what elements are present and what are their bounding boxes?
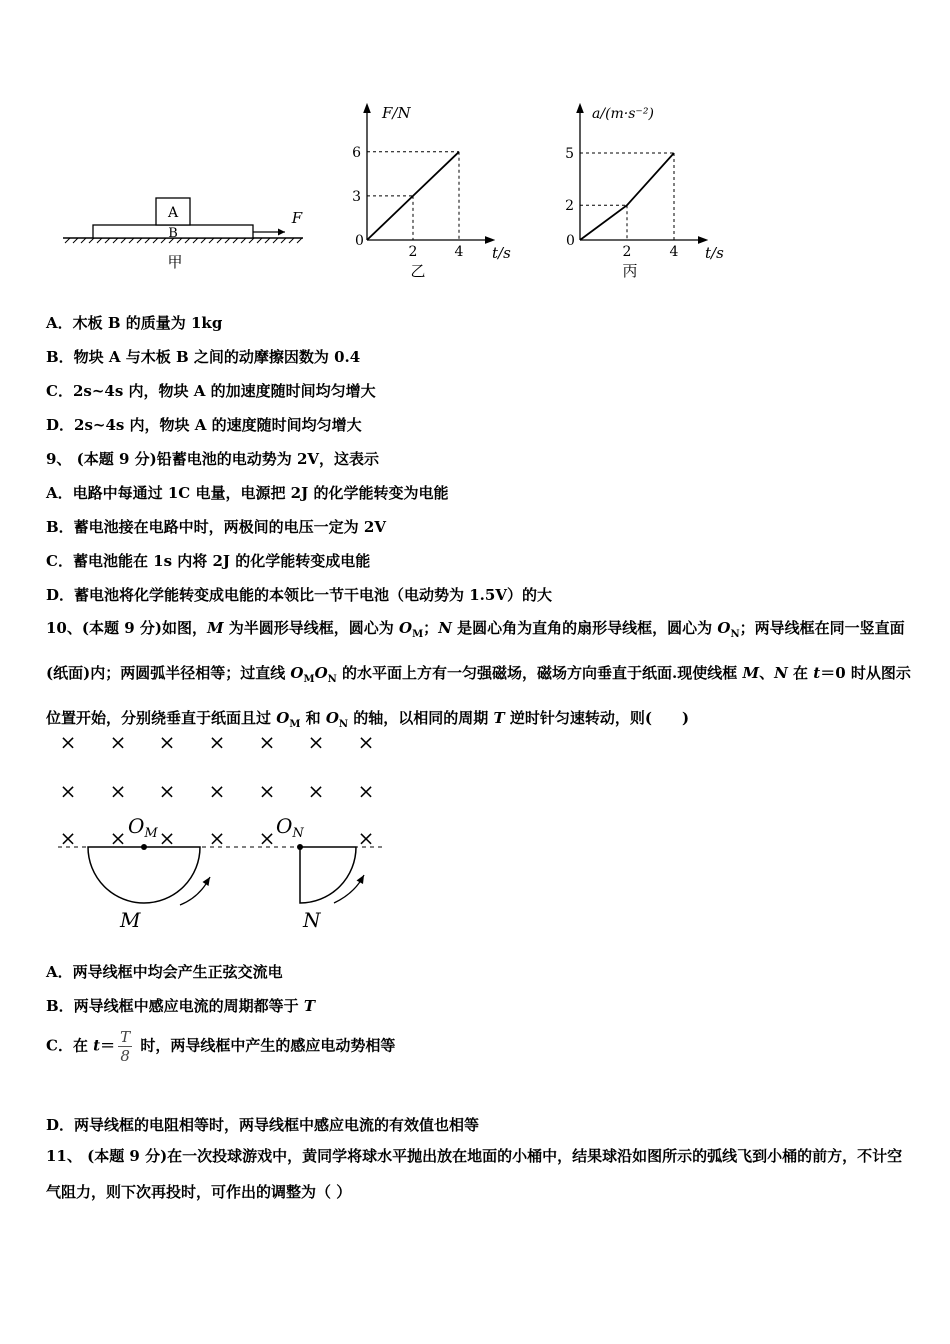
field-cross: × xyxy=(357,826,375,850)
x-axis-label: t/s xyxy=(705,244,724,262)
semicircle-frame-m xyxy=(88,847,200,903)
field-cross: × xyxy=(258,730,276,754)
q11-stem: 11、 (本题 9 分)在一次投球游戏中，黄同学将球水平抛出放在地面的小桶中，结果球沿如图所示的弧线飞到小桶的前方，不计空气阻力，则下次再投时，可作出的调整为（ ） xyxy=(46,1147,903,1201)
q9-option-a: A．电路中每通过 1C 电量，电源把 2J 的化学能转变为电能 xyxy=(46,484,449,502)
block-a-label: A xyxy=(167,205,179,221)
field-cross: × xyxy=(357,779,375,803)
field-cross: × xyxy=(258,826,276,850)
q8-option-b: B．物块 A 与木板 B 之间的动摩擦因数为 0.4 xyxy=(46,348,361,366)
label-n: N xyxy=(303,908,321,932)
q9-option-b: B．蓄电池接在电路中时，两极间的电压一定为 2V xyxy=(46,518,386,536)
q8-option-a: A．木板 B 的质量为 1kg xyxy=(46,314,223,332)
q10-figure xyxy=(50,725,390,940)
field-cross: × xyxy=(158,730,176,754)
field-cross: × xyxy=(59,730,77,754)
label-m: M xyxy=(120,908,141,932)
field-cross: × xyxy=(109,730,127,754)
origin-label: 0 xyxy=(566,233,575,249)
q10-option-d: D．两导线框的电阻相等时，两导线框中感应电流的有效值也相等 xyxy=(46,1116,480,1134)
label-om: $O_M$ xyxy=(128,814,158,841)
field-cross: × xyxy=(307,730,325,754)
x-tick-label: 2 xyxy=(408,244,418,260)
figure-jia-caption: 甲 xyxy=(167,253,183,271)
field-cross: × xyxy=(208,730,226,754)
q10-option-b: B．两导线框中感应电流的周期都等于 T xyxy=(46,997,316,1015)
x-axis-label: t/s xyxy=(492,244,511,262)
force-label: F xyxy=(291,209,303,227)
q10-option-a: A．两导线框中均会产生正弦交流电 xyxy=(46,963,283,981)
center-on xyxy=(297,844,303,850)
y-tick-label: 5 xyxy=(565,146,574,162)
field-cross: × xyxy=(208,826,226,850)
field-cross: × xyxy=(158,779,176,803)
center-om xyxy=(141,844,147,850)
origin-label: 0 xyxy=(355,233,364,249)
field-cross: × xyxy=(307,779,325,803)
q8-option-c: C．2s~4s 内，物块 A 的加速度随时间均匀增大 xyxy=(46,382,376,400)
figure-bing-caption: 丙 xyxy=(622,262,638,280)
figure-bing xyxy=(555,98,755,283)
x-tick-label: 4 xyxy=(454,244,464,260)
fraction-t-over-8: $\frac{T}{8}$ xyxy=(120,1028,131,1065)
label-on: $O_N$ xyxy=(276,814,304,841)
y-tick-label: 6 xyxy=(352,144,361,161)
q10-stem: 10、(本题 9 分)如图，M 为半圆形导线框，圆心为 $O_M$；N 是圆心角为直角的扇形导线框，圆心为 $O_N$；两导线框在同一竖直面(纸面)内；两圆弧半径相等；过直线 $O_MO_N$ 的水平面上方有一匀强磁场，磁场方向垂直于纸面.现使线框 M、N 在 t＝0 时从图示位置开始，分别绕垂直于纸面且过 $O_M$ 和 $O_N$ 的轴，以相同的周期 T 逆时针匀速转动，则( ) xyxy=(46,619,911,730)
field-cross: × xyxy=(258,779,276,803)
board-b-label: B xyxy=(168,226,178,241)
y-axis-label: a/(m·s⁻²) xyxy=(592,106,654,122)
figure-yi xyxy=(340,98,530,283)
y-tick-label: 2 xyxy=(565,198,574,215)
y-tick-label: 3 xyxy=(352,188,361,205)
q9-stem: 9、 (本题 9 分)铅蓄电池的电动势为 2V，这表示 xyxy=(46,450,380,468)
figure-jia xyxy=(55,185,325,280)
field-cross: × xyxy=(357,730,375,754)
field-cross: × xyxy=(109,779,127,803)
figure-yi-caption: 乙 xyxy=(410,262,426,280)
x-tick-label: 2 xyxy=(622,244,632,260)
q10-option-c: C．在 t＝ $\frac{T}{8}$ 时，两导线框中产生的感应电动势相等 xyxy=(46,1028,396,1065)
q8-option-d: D．2s~4s 内，物块 A 的速度随时间均匀增大 xyxy=(46,416,362,434)
q9-option-c: C．蓄电池能在 1s 内将 2J 的化学能转变成电能 xyxy=(46,552,371,570)
field-cross: × xyxy=(158,826,176,850)
q9-option-d: D．蓄电池将化学能转变成电能的本领比一节干电池（电动势为 1.5V）的大 xyxy=(46,586,552,604)
x-tick-label: 4 xyxy=(669,244,679,260)
field-cross: × xyxy=(59,779,77,803)
series-line-acceleration xyxy=(580,153,674,240)
y-axis-label: F/N xyxy=(382,104,411,122)
field-cross: × xyxy=(59,826,77,850)
field-cross: × xyxy=(208,779,226,803)
field-cross: × xyxy=(109,826,127,850)
